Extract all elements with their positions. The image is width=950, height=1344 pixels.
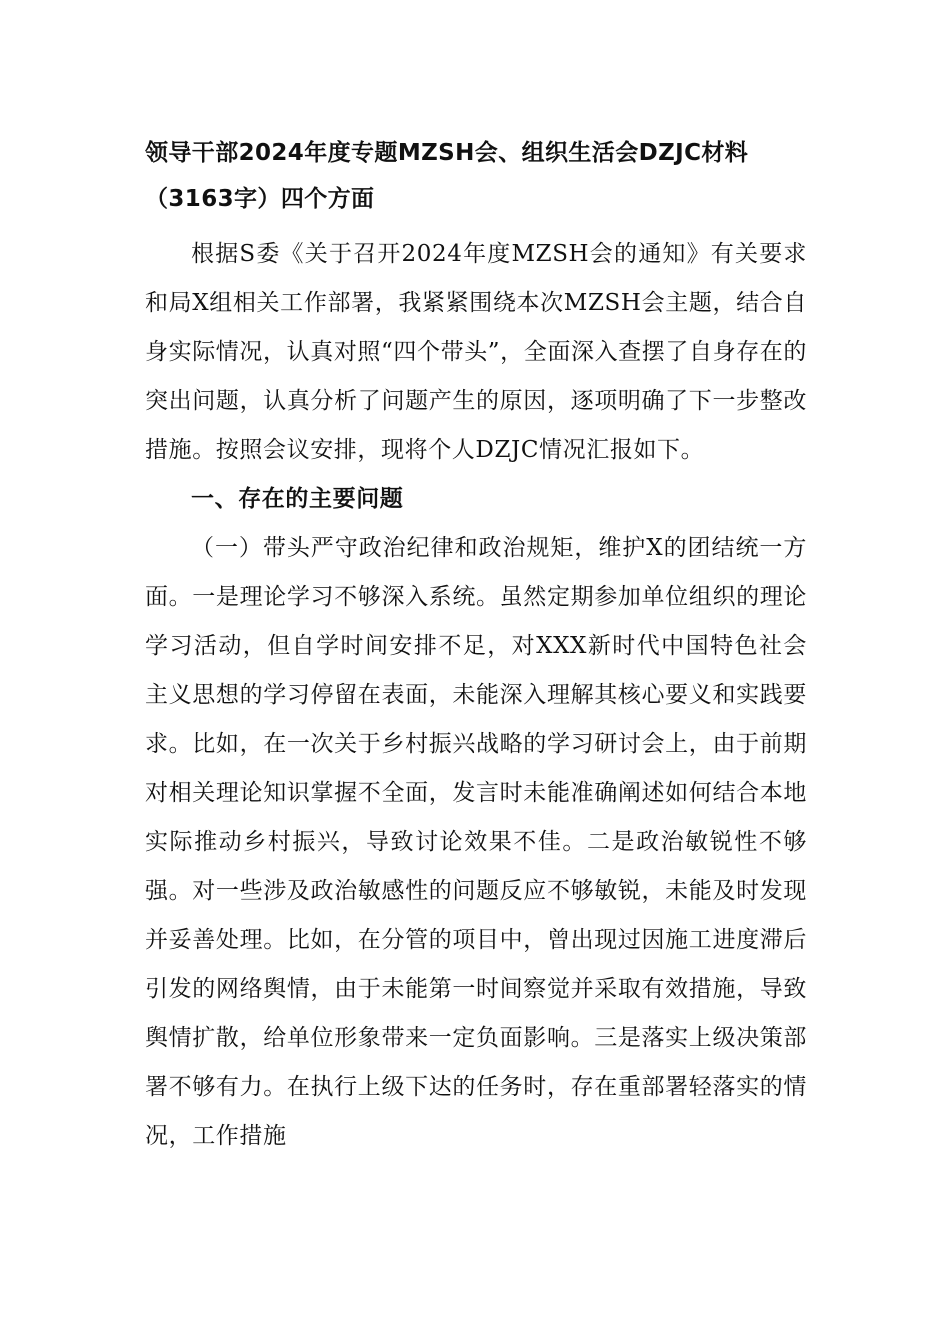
section-paragraph: （一）带头严守政治纪律和政治规矩，维护X的团结统一方面。一是理论学习不够深入系统。虽然定期参加单位组织的理论学习活动，但自学时间安排不足，对XXX新时代中国特色社会主义思想的学习停留在表面，未能深入理解其核心要义和实践要求。比如，在一次关于乡村振兴战略的学习研讨会上，由于前期对相关理论知识掌握不全面，发言时未能准确阐述如何结合本地实际推动乡村振兴，导致讨论效果不佳。二是政治敏锐性不够强。对一些涉及政治敏感性的问题反应不够敏锐，未能及时发现并妥善处理。比如，在分管的项目中，曾出现过因施工进度滞后引发的网络舆情，由于未能第一时间察觉并采取有效措施，导致舆情扩散，给单位形象带来一定负面影响。三是落实上级决策部署不够有力。在执行上级下达的任务时，存在重部署轻落实的情况，工作措施 (145, 535, 807, 1149)
section-heading-problems: 一、存在的主要问题 (191, 486, 404, 512)
document-content (145, 130, 807, 1161)
intro-paragraph: 根据S委《关于召开2024年度MZSH会的通知》有关要求和局X组相关工作部署，我紧紧围绕本次MZSH会主题，结合自身实际情况，认真对照“四个带头”，全面深入查摆了自身存在的突出问题，认真分析了问题产生的原因，逐项明确了下一步整改措施。按照会议安排，现将个人DZJC情况汇报如下。 (145, 241, 807, 463)
document-title: 领导干部2024年度专题MZSH会、组织生活会DZJC材料（3163字）四个方面 (145, 140, 749, 212)
